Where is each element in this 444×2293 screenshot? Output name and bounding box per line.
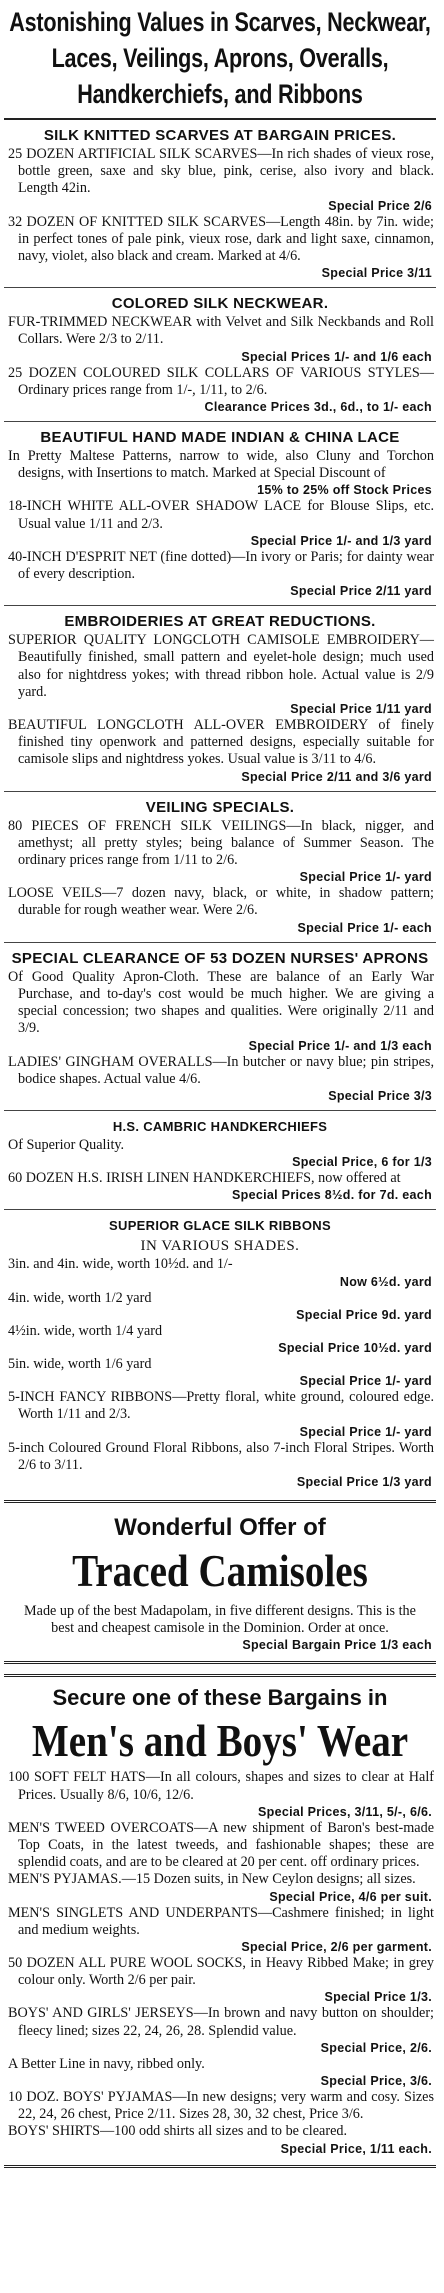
item-price: Special Price 1/- and 1/3 each <box>248 1038 432 1053</box>
divider <box>4 118 436 120</box>
mens-item-price: Special Prices, 3/11, 5/-, 6/6. <box>258 1804 432 1819</box>
sections-container <box>4 126 436 1490</box>
section-divider <box>4 942 436 943</box>
section-title: SPECIAL CLEARANCE OF 53 DOZEN NURSES' APRONS <box>11 949 429 967</box>
camisoles-title: Traced Camisoles <box>72 1544 368 1596</box>
mens-box <box>4 1674 436 2167</box>
mens-item-text: 50 DOZEN ALL PURE WOOL SOCKS, in Heavy Ribbed Make; in grey colour only. Worth 2/6 per pair. <box>8 1954 434 1989</box>
mens-item-text: 100 SOFT FELT HATS—In all colours, shapes and sizes to clear at Half Prices. Usually 8/6, 10/6, 12/6. <box>8 1769 434 1803</box>
item-text: BEAUTIFUL LONGCLOTH ALL-OVER EMBROIDERY of finely finished tiny openwork and patterned designs, especially suitable for camisole slips and nightdress yokes. Usual value is 3/11 to 4/6. <box>8 717 434 768</box>
camisoles-text: Made up of the best Madapolam, in five different designs. This is the best and cheapest camisole in the Dominion. Order at once. <box>24 1602 416 1637</box>
section-divider <box>4 287 436 288</box>
item-text: 5in. wide, worth 1/6 yard <box>8 1355 152 1372</box>
section <box>4 421 436 599</box>
item-text: 4in. wide, worth 1/2 yard <box>8 1289 152 1306</box>
item-price: Special Price 2/11 yard <box>290 584 432 599</box>
item-price: Special Price 1/- and 1/3 yard <box>250 533 432 548</box>
section <box>4 287 436 415</box>
section-divider <box>4 1209 436 1210</box>
mens-item-text: MEN'S TWEED OVERCOATS—A new shipment of Baron's best-made Top Coats, in the latest tweeds, and fashionable shapes; these are splendid coats, and are to be cleared at 20 per cent. off ordinary prices. <box>8 1819 434 1871</box>
item-price: Special Price 1/- yard <box>299 1374 432 1389</box>
section-divider <box>4 791 436 792</box>
item-price: Special Price 1/- yard <box>299 870 432 885</box>
item-text: 18-INCH WHITE ALL-OVER SHADOW LACE for Blouse Slips, etc. Usual value 1/11 and 2/3. <box>8 498 434 532</box>
camisoles-lead: Wonderful Offer of <box>114 1513 326 1541</box>
item-price: Special Price 2/11 and 3/6 yard <box>241 769 432 784</box>
item-price: Special Prices 8½d. for 7d. each <box>232 1188 432 1203</box>
section-divider <box>4 1110 436 1111</box>
section-title: BEAUTIFUL HAND MADE INDIAN & CHINA LACE <box>40 429 400 447</box>
item-price: Clearance Prices 3d., 6d., to 1/- each <box>204 400 432 415</box>
section-title: H.S. CAMBRIC HANDKERCHIEFS <box>112 1118 328 1134</box>
item-text: SUPERIOR QUALITY LONGCLOTH CAMISOLE EMBROIDERY—Beautifully finished, small pattern and eyelet-hole design; much used also for nightdress yokes; with thread ribbon hole. Actual value is 2/9 yard. <box>8 632 434 700</box>
item-price: Special Price, 6 for 1/3 <box>292 1155 432 1170</box>
mens-item-price: Special Price, 4/6 per suit. <box>269 1889 432 1904</box>
item-text: Of Superior Quality. <box>8 1136 125 1153</box>
section-title: SUPERIOR GLACE SILK RIBBONS <box>109 1218 331 1234</box>
item-text: 40-INCH D'ESPRIT NET (fine dotted)—In ivory or Paris; for dainty wear of every description. <box>8 548 434 583</box>
mens-items <box>4 1769 436 2156</box>
item-price: Special Price 10½d. yard <box>278 1340 432 1355</box>
section-title: EMBROIDERIES AT GREAT REDUCTIONS. <box>64 613 376 631</box>
item-price: Special Prices 1/- and 1/6 each <box>241 349 432 364</box>
item-text: Of Good Quality Apron-Cloth. These are balance of an Early War Purchase, and to-day's cost would be much higher. We are giving a special concession; two shapes and qualities. Were originally 2/11 and 3/9. <box>8 968 434 1037</box>
item-text: 3in. and 4in. wide, worth 10½d. and 1/- <box>8 1256 233 1273</box>
mens-item-text: MEN'S SINGLETS AND UNDERPANTS—Cashmere finished; in light and medium weights. <box>8 1904 434 1938</box>
item-text: In Pretty Maltese Patterns, narrow to wide, also Cluny and Torchon designs, with Insertions to match. Marked at Special Discount of <box>8 448 434 482</box>
item-text: 5-inch Coloured Ground Floral Ribbons, also 7-inch Floral Stripes. Worth 2/6 to 3/11. <box>8 1439 434 1473</box>
mens-title: Men's and Boys' Wear <box>31 1715 409 1767</box>
item-price: Special Price 1/- yard <box>299 1424 432 1439</box>
item-text: 80 PIECES OF FRENCH SILK VEILINGS—In black, nigger, and amethyst; all pretty styles; being balance of Summer Season. The ordinary prices range from 1/11 to 2/6. <box>8 817 434 869</box>
mens-item-price: Special Price, 3/6. <box>320 2073 432 2088</box>
mens-lead: Secure one of these Bargains in <box>52 1685 388 1711</box>
item-text: 25 DOZEN COLOURED SILK COLLARS OF VARIOUS STYLES—Ordinary prices range from 1/-, 1/11, to 2/6. <box>8 364 434 398</box>
item-price: Special Price 1/3 yard <box>296 1474 432 1489</box>
mens-item-price: Special Price, 2/6 per garment. <box>241 1939 432 1954</box>
headline: Astonishing Values in Scarves, Neckwear, Laces, Veilings, Aprons, Overalls, Handkerchiefs, and Ribbons <box>9 7 431 109</box>
section <box>4 1209 436 1490</box>
section-title: COLORED SILK NECKWEAR. <box>111 295 329 313</box>
mens-item-price: Special Price, 2/6. <box>320 2040 432 2055</box>
section <box>4 791 436 936</box>
section-divider <box>4 605 436 606</box>
item-price: Special Price 3/11 <box>321 266 432 281</box>
mens-item-text: BOYS' AND GIRLS' JERSEYS—In brown and navy button on shoulder; fleecy lined; sizes 22, 24, 26, 28. Splendid value. <box>8 2005 434 2039</box>
item-text: LADIES' GINGHAM OVERALLS—In butcher or navy blue; pin stripes, bodice shapes. Actual value 4/6. <box>8 1053 434 1087</box>
item-price: Special Price 2/6 <box>328 198 432 213</box>
mens-item-price: Special Price 1/3. <box>324 1990 432 2005</box>
camisoles-box <box>4 1500 436 1664</box>
item-price: Special Price 3/3 <box>328 1088 432 1103</box>
item-text: FUR-TRIMMED NECKWEAR with Velvet and Silk Neckbands and Roll Collars. Were 2/3 to 2/11. <box>8 314 434 348</box>
section <box>4 1110 436 1203</box>
item-text: 25 DOZEN ARTIFICIAL SILK SCARVES—In rich shades of vieux rose, bottle green, saxe and sky blue, pink, cerise, also ivory and black. Length 42in. <box>8 146 434 197</box>
item-text: 32 DOZEN OF KNITTED SILK SCARVES—Length 48in. by 7in. wide; in perfect tones of pale pink, vieux rose, dark and light saxe, cinnamon, navy, violet, also black and cream. Marked at 4/6. <box>8 213 434 265</box>
section <box>4 605 436 784</box>
item-price: Now 6½d. yard <box>339 1274 432 1289</box>
mens-item-text: A Better Line in navy, ribbed only. <box>8 2055 205 2072</box>
mens-item-text: MEN'S PYJAMAS.—15 Dozen suits, in New Ceylon designs; all sizes. <box>8 1871 416 1888</box>
item-price: 15% to 25% off Stock Prices <box>257 483 432 498</box>
section <box>4 126 436 281</box>
camisoles-price: Special Bargain Price 1/3 each <box>242 1638 432 1653</box>
item-text: 4½in. wide, worth 1/4 yard <box>8 1322 163 1339</box>
section <box>4 942 436 1104</box>
mens-item-price: Special Price, 1/11 each. <box>280 2141 432 2156</box>
item-price: Special Price 1/- each <box>297 920 432 935</box>
mens-item-text: 10 DOZ. BOYS' PYJAMAS—In new designs; very warm and cosy. Sizes 22, 24, 26 chest, Price 2/11. Sizes 28, 30, 32 chest, Price 3/6. <box>8 2088 434 2123</box>
section-title: SILK KNITTED SCARVES AT BARGAIN PRICES. <box>43 127 397 144</box>
item-text: LOOSE VEILS—7 dozen navy, black, or white, in shadow pattern; durable for rough weather wear. Were 2/6. <box>8 885 434 919</box>
advertisement-page <box>4 0 436 2168</box>
item-price: Special Price 1/11 yard <box>290 702 432 717</box>
item-price: Special Price 9d. yard <box>296 1307 432 1322</box>
section-subtitle: IN VARIOUS SHADES. <box>140 1238 300 1255</box>
item-text: 60 DOZEN H.S. IRISH LINEN HANDKERCHIEFS, now offered at <box>8 1170 401 1187</box>
item-text: 5-INCH FANCY RIBBONS—Pretty floral, white ground, coloured edge. Worth 1/11 and 2/3. <box>8 1389 434 1423</box>
section-divider <box>4 421 436 422</box>
section-title: VEILING SPECIALS. <box>145 798 295 816</box>
mens-item-text: BOYS' SHIRTS—100 odd shirts all sizes and to be cleared. <box>8 2123 348 2140</box>
